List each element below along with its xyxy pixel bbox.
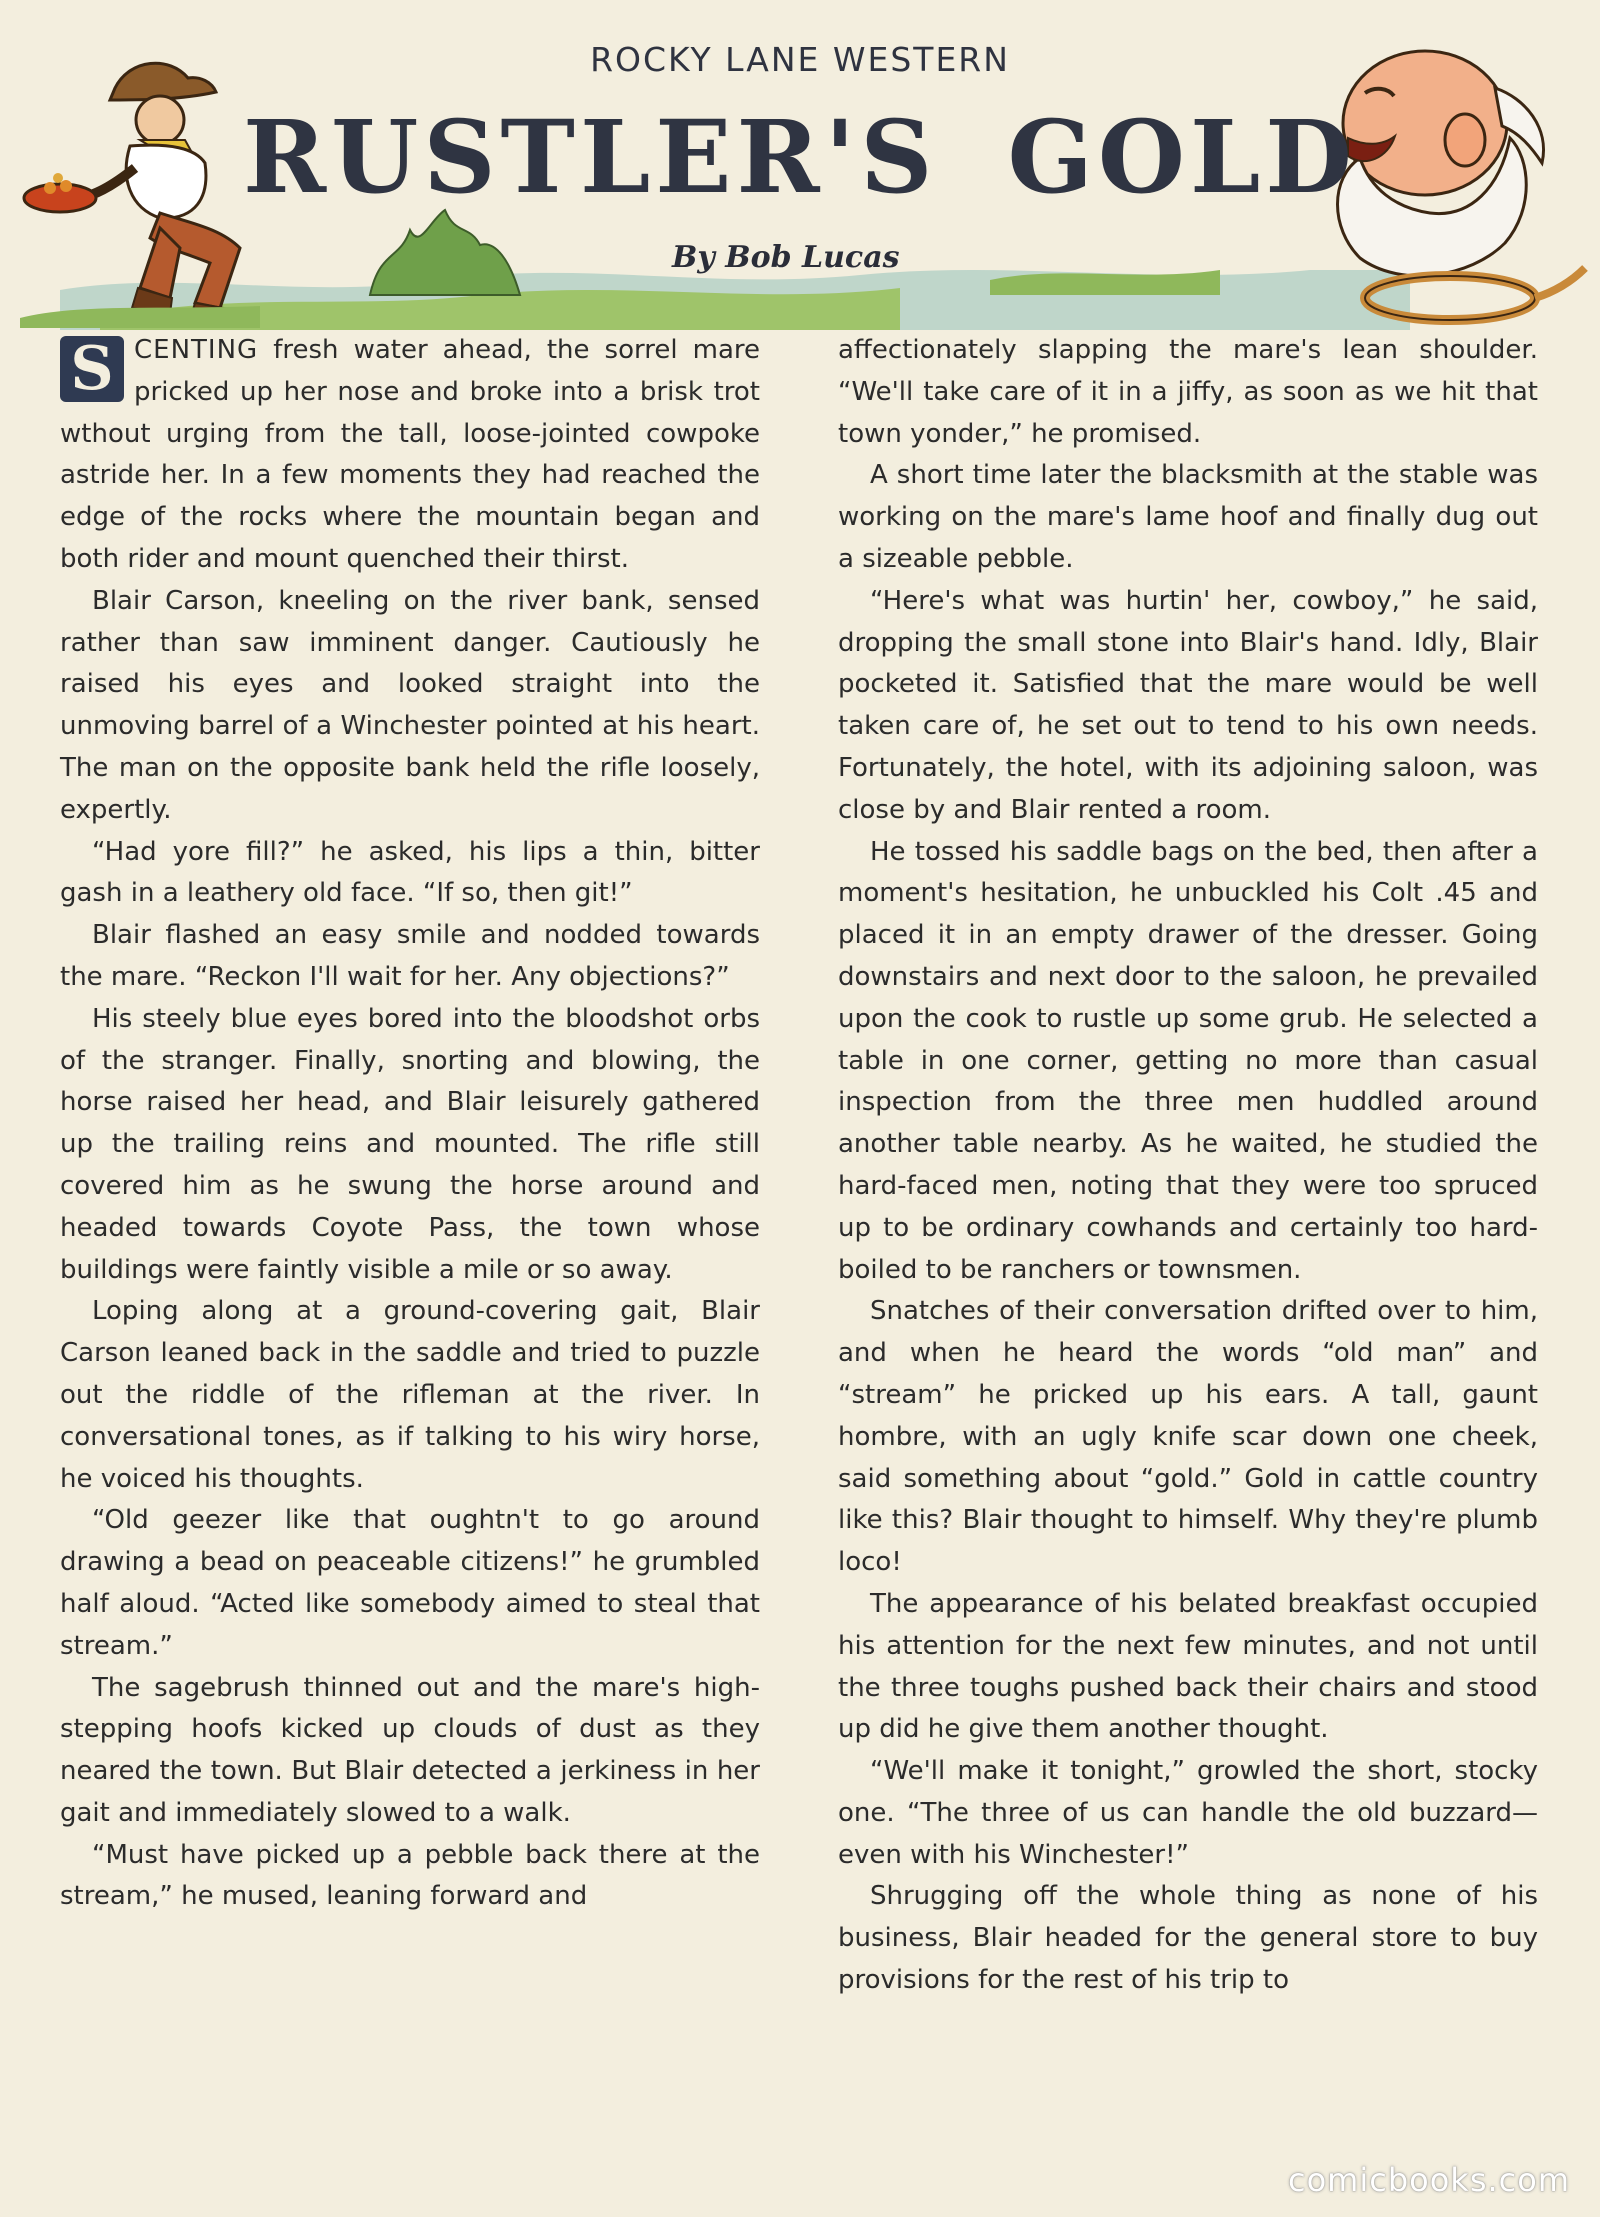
paragraph: “Here's what was hurtin' her, cowboy,” he said, dropping the small stone into Blair's hand. Idly, Blair pocketed it. Satisfied that the mare would be well taken care of, he set out to tend to his own needs. Fortunately, the hotel, with its adjoining saloon, was close by and Blair rented a room. xyxy=(838,585,1538,825)
story-header xyxy=(0,0,1600,335)
paragraph: His steely blue eyes bored into the bloodshot orbs of the stranger. Finally, snorting and blowing, the horse raised her head, and Blair leisurely gathered up the trailing reins and mounted. The rifle still covered him as he swung the horse around and headed towards Coyote Pass, the town whose buildings were faintly visible a mile or so away. xyxy=(60,1003,760,1285)
story-title xyxy=(0,98,1600,216)
paragraph-text: fresh water ahead, the sorrel mare pricked up her nose and broke into a brisk trot wthout urging from the tall, loose-jointed cowpoke astride her. In a few moments they had reached the edge of the rocks where the mountain began and both rider and mount quenched their thirst. xyxy=(60,335,760,574)
watermark: comicbooks.com xyxy=(1287,2161,1570,2199)
paragraph xyxy=(60,330,760,581)
paragraph: He tossed his saddle bags on the bed, then after a moment's hesitation, he unbuckled his Colt .45 and placed it in an empty drawer of the dresser. Going downstairs and next door to the saloon, he prevailed upon the cook to rustle up some grub. He selected a table in one corner, getting no more than casual inspection from the three men huddled around another table nearby. As he waited, he studied the hard-faced men, noting that they were too spruced up to be ordinary cowhands and certainly too hard-boiled to be ranchers or townsmen. xyxy=(838,836,1538,1285)
title-part-1: RUSTLER'S xyxy=(243,98,938,216)
paragraph: “Had yore fill?” he asked, his lips a thin, bitter gash in a leathery old face. “If so, then git!” xyxy=(60,836,760,909)
left-column xyxy=(60,330,760,1918)
paragraph: “Old geezer like that oughtn't to go around drawing a bead on peaceable citizens!” he grumbled half aloud. “Acted like somebody aimed to steal that stream.” xyxy=(60,1505,760,1661)
paragraph: “Must have picked up a pebble back there at the stream,” he mused, leaning forward and xyxy=(60,1839,760,1912)
right-column xyxy=(838,330,1538,2002)
title-part-2: GOLD xyxy=(1007,98,1357,216)
paragraph: A short time later the blacksmith at the stable was working on the mare's lame hoof and finally dug out a sizeable pebble. xyxy=(838,460,1538,574)
paragraph: affectionately slapping the mare's lean shoulder. “We'll take care of it in a jiffy, as soon as we hit that town yonder,” he promised. xyxy=(838,335,1538,449)
paragraph: The appearance of his belated breakfast occupied his attention for the next few minutes, and not until the three toughs pushed back their chairs and stood up did he give them another thought. xyxy=(838,1588,1538,1745)
first-word: CENTING xyxy=(134,335,259,365)
paragraph: Blair Carson, kneeling on the river bank, sensed rather than saw imminent danger. Cautiously he raised his eyes and looked straight into the unmoving barrel of a Winchester pointed at his heart. The man on the opposite bank held the rifle loosely, expertly. xyxy=(60,585,760,825)
paragraph: The sagebrush thinned out and the mare's high-stepping hoofs kicked up clouds of dust as they neared the town. But Blair detected a jerkiness in her gait and immediately slowed to a walk. xyxy=(60,1672,760,1828)
series-title: ROCKY LANE WESTERN xyxy=(590,40,1010,79)
paragraph: Shrugging off the whole thing as none of his business, Blair headed for the general store to buy provisions for the rest of his trip to xyxy=(838,1881,1538,1996)
paragraph: Loping along at a ground-covering gait, Blair Carson leaned back in the saddle and tried to puzzle out the riddle of the rifleman at the river. In conversational tones, as if talking to his wiry horse, he voiced his thoughts. xyxy=(60,1296,760,1494)
paragraph: “We'll make it tonight,” growled the short, stocky one. “The three of us can handle the old buzzard—even with his Winchester!” xyxy=(838,1756,1538,1870)
paragraph: Snatches of their conversation drifted over to him, and when he heard the words “old man” and “stream” he pricked up his ears. A tall, gaunt hombre, with an ugly knife scar down one cheek, said something about “gold.” Gold in cattle country like this? Blair thought to himself. Why they're plumb loco! xyxy=(838,1296,1538,1578)
byline: By Bob Lucas xyxy=(672,240,900,275)
drop-cap: S xyxy=(60,336,124,402)
paragraph: Blair flashed an easy smile and nodded towards the mare. “Reckon I'll wait for her. Any objections?” xyxy=(60,920,760,992)
